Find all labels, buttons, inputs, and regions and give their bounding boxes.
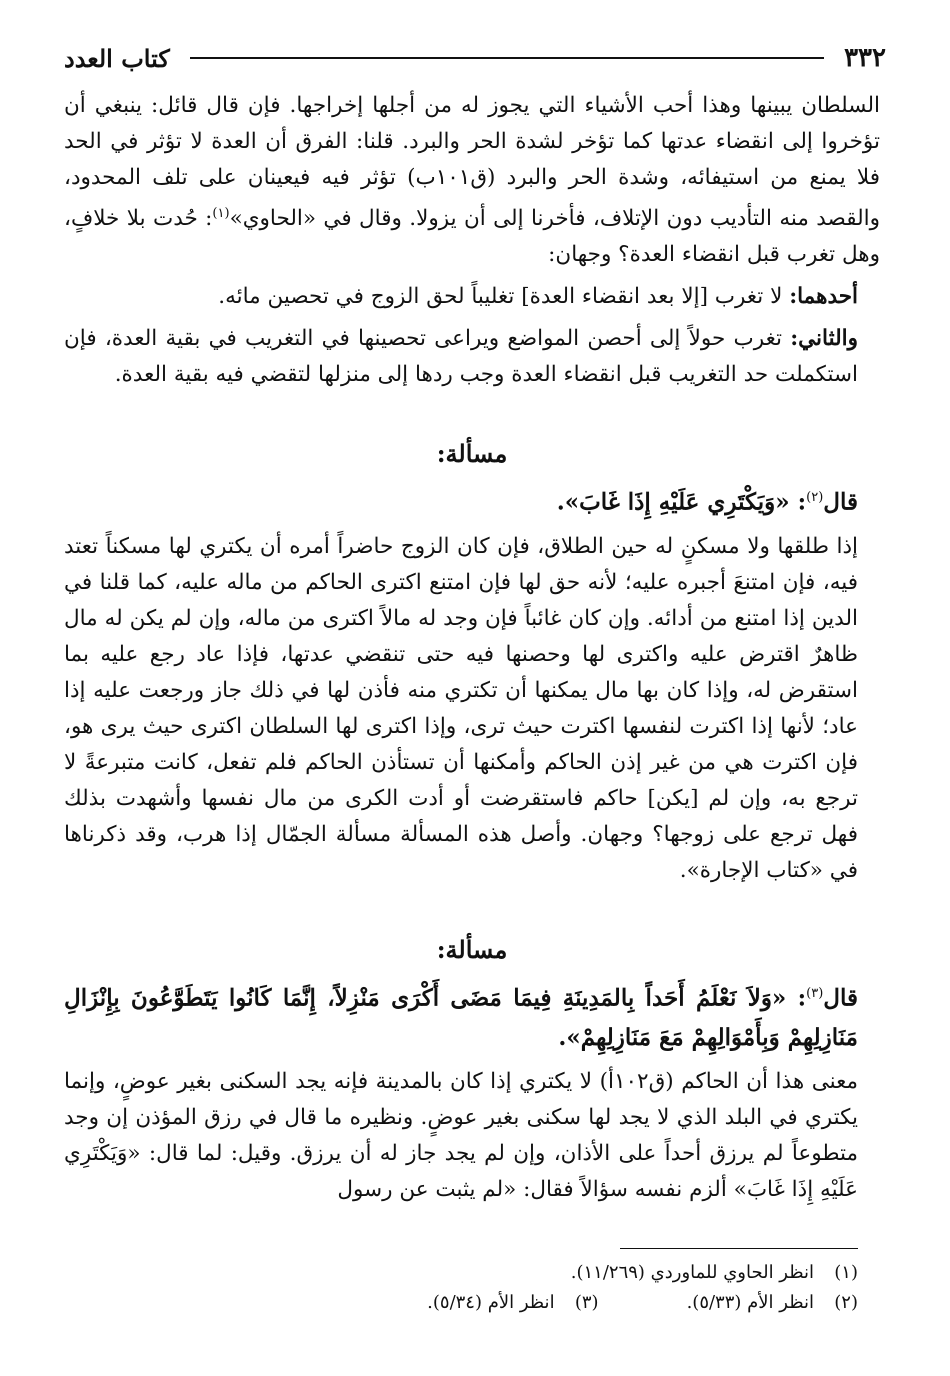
section-heading: مسألة:	[436, 439, 508, 469]
footnote-item	[427, 1288, 598, 1318]
quoted-text-line	[64, 478, 880, 523]
footnote-item	[571, 1258, 858, 1288]
footnote-number: (٣)	[574, 1292, 599, 1313]
paragraph-text: تغرب حولاً إلى أحصن المواضع ويراعى تحصينها في التغريب في بقية العدة، فإن استكملت حد التغريب قبل انقضاء العدة وجب ردها إلى منزلها لتقضي فيه بقية العدة.	[64, 326, 858, 388]
footnote-ref: (١)	[212, 206, 230, 221]
footnote-row	[200, 1258, 858, 1288]
page-header	[64, 38, 886, 78]
paragraph: إذا طلقها ولا مسكنٍ له حين الطلاق، فإن كان الزوج حاضراً أمره أن يكتري لها مسكناً تعتد فيه، فإن امتنعَ أجبره عليه؛ لأنه حق لها فإن امتنع اكترى الحاكم من ماله عليه، كما قلنا في الدين إذا امتنع من أدائه. وإن كان غائباً فإن وجد له مالاً اكترى من ماله، وإن لم يكن له مال ظاهرٌ اقترض عليه واكترى لها وحصنها فيه حتى تنقضي عدتها، فإذا عاد رجع عليه بما استقرض له، وإذا كان بها مال يمكنها أن تكتري منه فأذن لها في ذلك جاز ورجعت عليه إذا عاد؛ لأنها إذا اكترت لنفسها اكترت حيث ترى، وإذا اكترى لها السلطان اكترى حيث يرى هو، فإن اكترت هي من غير إذن الحاكم وأمكنها أن تستأذن الحاكم فلم تفعل، كانت متبرعةً لا ترجع به، وإن لم [يكن] حاكم فاستقرضت أو أدت الكرى من مال نفسها وأشهدت بذلك فهل ترجع على زوجها؟ وجهان. وأصل هذه المسألة مسألة الجمّال إذا هرب، وقد ذكرناها في «كتاب الإجارة».	[64, 533, 858, 883]
footnotes	[200, 1258, 858, 1318]
footnote-ref: (٣)	[806, 985, 824, 1001]
page-body	[64, 88, 880, 1208]
footnote-divider	[620, 1248, 858, 1249]
paragraph-text: السلطان يبينها وهذا أحب الأشياء التي يجوز له من أجلها إخراجها. فإن قال قائل: ينبغي أن تؤخروا إلى انقضاء عدتها كما تؤخر لشدة الحر والبرد. قلنا: الفرق أن العدة لا تؤثر في الحد فلا يمنع من استيفائه، وشدة الحر والبرد (ق١٠١ب) تؤثر فيه فيعينان على تلف المحدود، والقصد منه التأديب دون الإتلاف، فأخرنا إلى أن يزولا. وقال في «الحاوي»	[64, 93, 880, 232]
footnote-number: (٢)	[834, 1292, 858, 1313]
page-number: ٣٣٢	[844, 43, 886, 73]
paragraph	[64, 279, 880, 315]
quoted-text-line	[64, 974, 880, 1059]
footnote-text: انظر الحاوي للماوردي (١١/٢٦٩).	[570, 1262, 814, 1283]
footnote-item	[687, 1288, 858, 1318]
paragraph	[64, 88, 880, 273]
qal-word: قال	[823, 488, 858, 516]
running-title: كتاب العدد	[64, 43, 170, 73]
paragraph-lead: أحدهما:	[789, 284, 858, 310]
paragraph-text: لا تغرب [إلا بعد انقضاء العدة] تغليباً لحق الزوج في تحصين مائه.	[218, 284, 790, 310]
section-heading: مسألة:	[436, 934, 508, 964]
footnote-number: (١)	[834, 1262, 858, 1283]
paragraph-lead: والثاني:	[790, 326, 858, 352]
footnote-text: انظر الأم (٥/٣٤).	[427, 1292, 555, 1313]
footnote-row	[200, 1288, 858, 1318]
footnote-text: انظر الأم (٥/٣٣).	[686, 1292, 814, 1313]
paragraph: معنى هذا أن الحاكم (ق١٠٢أ) لا يكتري إذا كان بالمدينة فإنه يجد السكنى بغير عوضٍ، وإنما يكتري في البلد الذي لا يجد لها سكنى بغير عوضٍ. ونظيره ما قال في رزق المؤذن إن وجد متطوعاً لم يرزق أحداً على الأذان، وإن لم يجد جاز له أن يرزق. وقيل: لما قال: «وَيَكْتَرِي عَلَيْهِ إِذَا غَابَ» ألزم نفسه سؤالاً فقال: «لم يثبت عن رسول	[64, 1069, 858, 1203]
quoted-text: : «وَلاَ نَعْلَمُ أَحَداً بِالمَدِينَةِ فِيمَا مَضَى أَكْرَى مَنْزِلاً، إِنَّمَا كَانُوا يَتَطَوَّعُونَ بِإِنْزَالِ مَنَازِلِهِمْ وَبِأَمْوَالِهِمْ مَعَ مَنَازِلِهِمْ».	[64, 984, 858, 1052]
header-rule	[190, 57, 824, 59]
footnote-ref: (٢)	[806, 490, 824, 506]
paragraph-text: : حُدت بلا خلافٍ، وهل تغرب قبل انقضاء العدة؟ وجهان:	[64, 206, 880, 268]
qal-word: قال	[823, 984, 858, 1012]
paragraph	[64, 321, 880, 393]
quoted-text: : «وَيَكْتَرِي عَلَيْهِ إِذَا غَابَ».	[556, 488, 807, 516]
